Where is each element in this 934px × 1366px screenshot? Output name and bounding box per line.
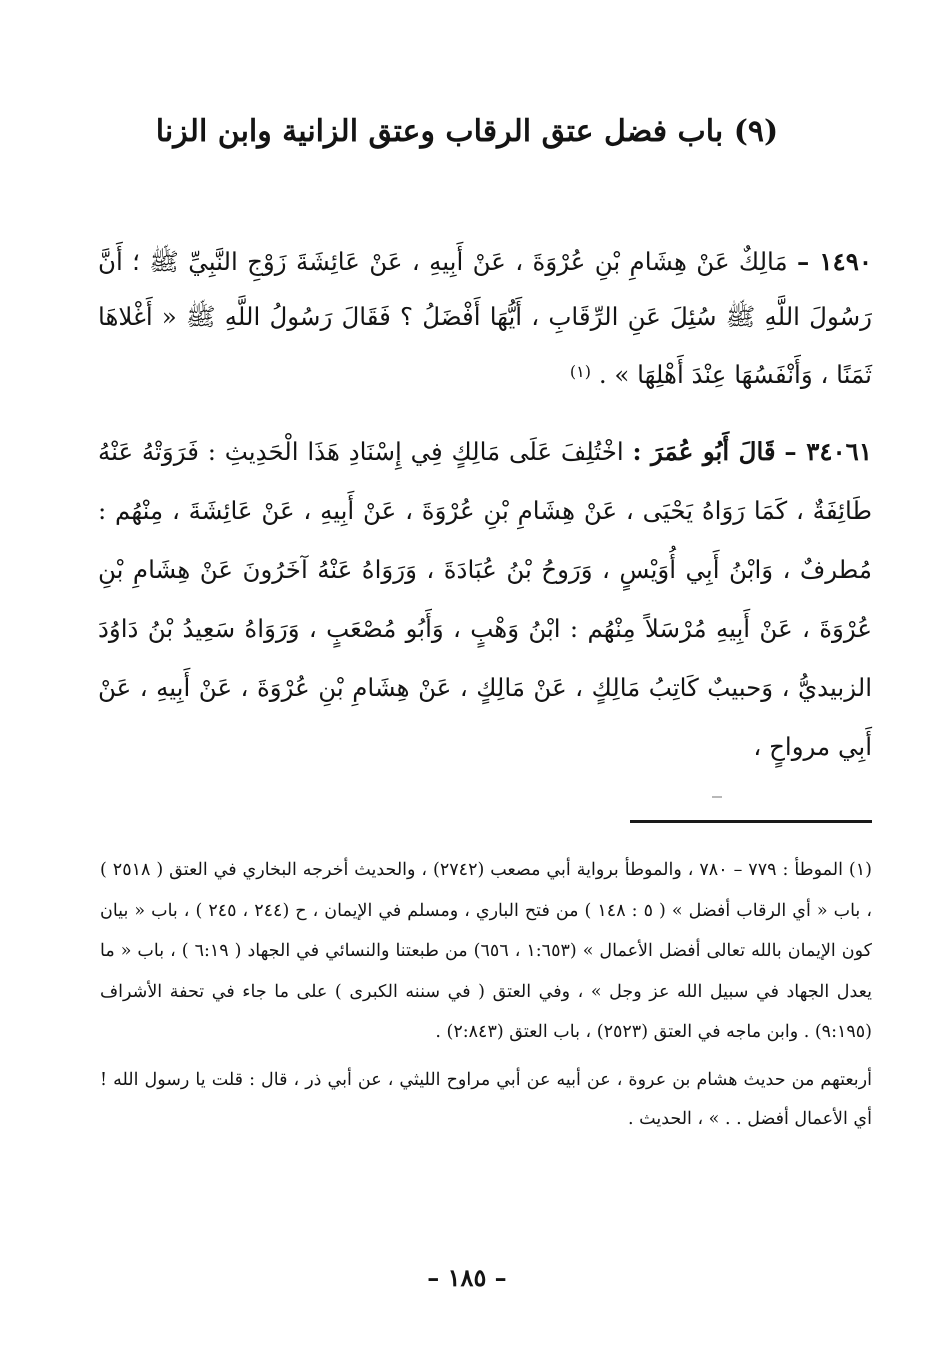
main-text xyxy=(98,234,872,776)
commentary-speaker: قَالَ أَبُو عُمَرَ : xyxy=(632,437,776,466)
footnotes xyxy=(100,850,872,1139)
footnote-separator xyxy=(630,820,872,823)
commentary-number: ٣٤٠٦١ – xyxy=(784,437,872,466)
commentary-text: اخْتُلِفَ عَلَى مَالِكٍ فِي إِسْنَادِ هَذَا الْحَدِيثِ : فَرَوَتْهُ عَنْهُ طَائِفَةٌ ، كَمَا رَوَاهُ يَحْيَى ، عَنْ هِشَامِ بْنِ عُرْوَةَ ، عَنْ أَبِيهِ ، عَنْ عَائِشَةَ ، مِنْهُم : مُطرفٌ ، وَابْنُ أَبِي أُوَيْسٍ ، وَرَوحُ بْنُ عُبَادَةَ ، وَرَوَاهُ عَنْهُ آخَرُونَ عَنْ هِشَامِ بْنِ عُرْوَةَ ، عَنْ أَبِيهِ مُرْسَلاً مِنْهُم : ابْنُ وَهْبٍ ، وَأَبُو مُصْعَبٍ ، وَرَوَاهُ سَعِيدُ بْنُ دَاوُدَ الزبيديُّ ، وَحبيبٌ كَاتِبُ مَالِكٍ ، عَنْ مَالِكٍ ، عَنْ هِشَامِ بْنِ عُرْوَةَ ، عَنْ أَبِيهِ ، عَنْ أَبِي مرواحٍ ، xyxy=(98,437,872,761)
footnote-reference: (١) xyxy=(569,362,592,381)
page-number: – ١٨٥ – xyxy=(427,1263,507,1292)
commentary-paragraph xyxy=(98,422,872,776)
hadith-paragraph xyxy=(98,234,872,402)
hadith-text: مَالِكٌ عَنْ هِشَامِ بْنِ عُرْوَةَ ، عَنْ أَبِيهِ ، عَنْ عَائِشَةَ زَوْجِ النَّبِيِّ ﷺ ؛ أَنَّ رَسُولَ اللَّهِ ﷺ سُئِلَ عَنِ الرِّقَابِ ، أَيُّهَا أَفْضَلُ ؟ فَقَالَ رَسُولُ اللَّهِ ﷺ « أَغْلاهَا ثَمَنًا ، وَأَنْفَسُهَا عِنْدَ أَهْلِهَا » . xyxy=(98,247,872,389)
chapter-title: (٩) باب فضل عتق الرقاب وعتق الزانية وابن الزنا xyxy=(155,114,779,150)
hadith-number: ١٤٩٠ – xyxy=(797,247,873,276)
footnote-continuation: أربعتهم من حديث هشام بن عروة ، عن أبيه عن أبي مراوح الليثي ، عن أبي ذر ، قال : قلت يا رسول الله ! أي الأعمال أفضل . . » ، الحديث . xyxy=(100,1069,872,1129)
stray-mark xyxy=(712,796,722,798)
footnote-1: (١) الموطأ : ٧٧٩ – ٧٨٠ ، والموطأ برواية أبي مصعب (٢٧٤٢) ، والحديث أخرجه البخاري في العتق ( ٢٥١٨ ) ، باب « أي الرقاب أفضل » ( ٥ : ١٤٨ ) من فتح الباري ، ومسلم في الإيمان ، ح (٢٤٤ ، ٢٤٥ ) ، باب « بيان كون الإيمان بالله تعالى أفضل الأعمال » (١:٦٥٣ ، ٦٥٦) من طبعتنا والنسائي في الجهاد ( ٦:١٩ ) ، باب « ما يعدل الجهاد في سبيل الله عز وجل » ، وفي العتق ( في سننه الكبرى ) على ما جاء في تحفة الأشراف (٩:١٩٥) . وابن ماجه في العتق (٢٥٢٣) ، باب العتق (٢:٨٤٣) . xyxy=(100,860,873,1042)
